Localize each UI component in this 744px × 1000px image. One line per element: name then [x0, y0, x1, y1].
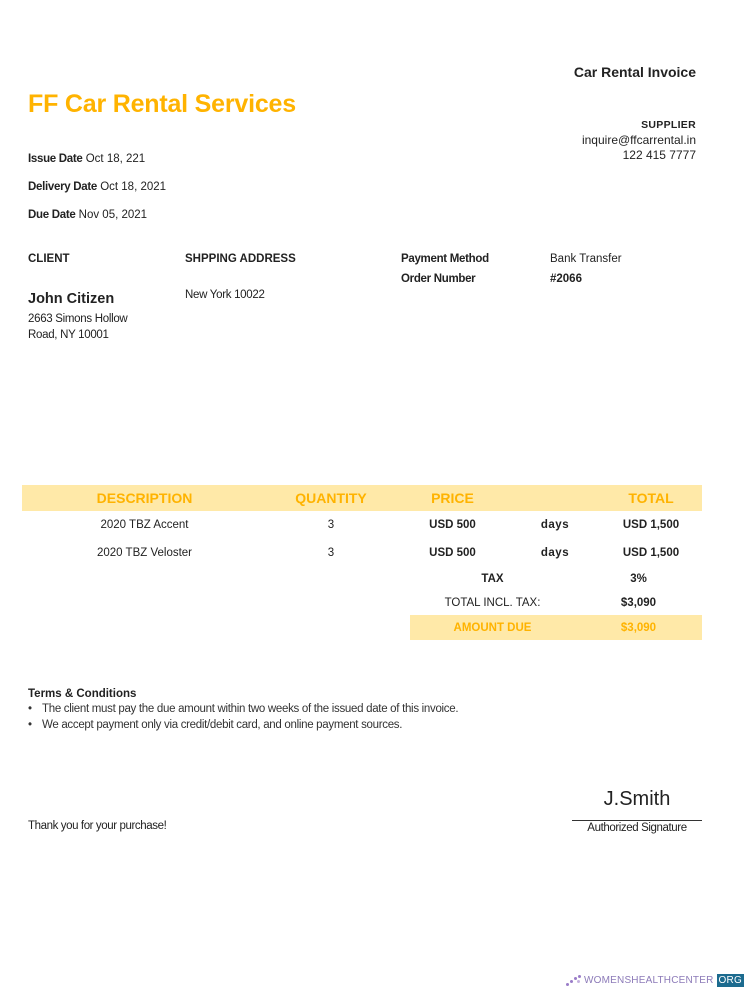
supplier-label: SUPPLIER — [641, 119, 696, 131]
document-title: Car Rental Invoice — [573, 64, 696, 80]
table-header — [22, 485, 702, 511]
terms-item: • The client must pay the due amount within two weeks of the issued date of this invoice. — [28, 701, 458, 717]
signature-line — [572, 820, 702, 821]
header-quantity: QUANTITY — [295, 490, 367, 506]
thank-you-note: Thank you for your purchase! — [28, 820, 167, 832]
table-row: 2020 TBZ Veloster 3 USD 500 days USD 1,500 — [96, 547, 680, 559]
terms-item: • We accept payment only via credit/debit card, and online payment sources. — [28, 717, 458, 733]
table-row: 2020 TBZ Accent 3 USD 500 days USD 1,500 — [100, 519, 680, 531]
header-description: DESCRIPTION — [96, 490, 193, 506]
watermark — [566, 974, 744, 987]
amount-due-row: AMOUNT DUE $3,090 — [410, 615, 702, 640]
client-name: John Citizen — [28, 291, 115, 307]
payment-method-row: Payment Method Bank Transfer — [401, 253, 622, 265]
watermark-logo-icon — [566, 975, 582, 987]
supplier-email: inquire@ffcarrental.in — [581, 133, 696, 147]
client-heading: CLIENT — [28, 253, 70, 265]
payment-block — [401, 253, 622, 293]
terms-block — [28, 688, 458, 733]
company-name: FF Car Rental Services — [28, 90, 296, 118]
header-total: TOTAL — [628, 490, 674, 506]
terms-title: Terms & Conditions — [28, 688, 137, 700]
shipping-address: New York 10022 — [185, 289, 265, 301]
signature-name: J.Smith — [603, 788, 671, 810]
issue-date: Issue Date Oct 18, 221 — [28, 153, 146, 165]
tax-row: TAX 3% — [481, 573, 647, 585]
watermark-suffix: ORG — [718, 975, 742, 986]
supplier-block — [582, 118, 696, 163]
due-date: Due Date Nov 05, 2021 — [28, 209, 148, 221]
shipping-heading: SHPPING ADDRESS — [185, 253, 296, 265]
dates-block — [28, 153, 166, 237]
header-price: PRICE — [431, 490, 474, 506]
watermark-text: WOMENSHEALTHCENTER — [584, 975, 714, 986]
total-row: TOTAL INCL. TAX: $3,090 — [444, 597, 657, 609]
client-address: 2663 Simons Hollow Road, NY 10001 — [28, 313, 128, 341]
supplier-phone: 122 415 7777 — [622, 148, 696, 162]
delivery-date: Delivery Date Oct 18, 2021 — [28, 181, 167, 193]
signature-label: Authorized Signature — [587, 822, 687, 834]
items-table — [22, 485, 702, 640]
signature-block — [572, 788, 702, 834]
order-number-row: Order Number #2066 — [401, 273, 582, 285]
